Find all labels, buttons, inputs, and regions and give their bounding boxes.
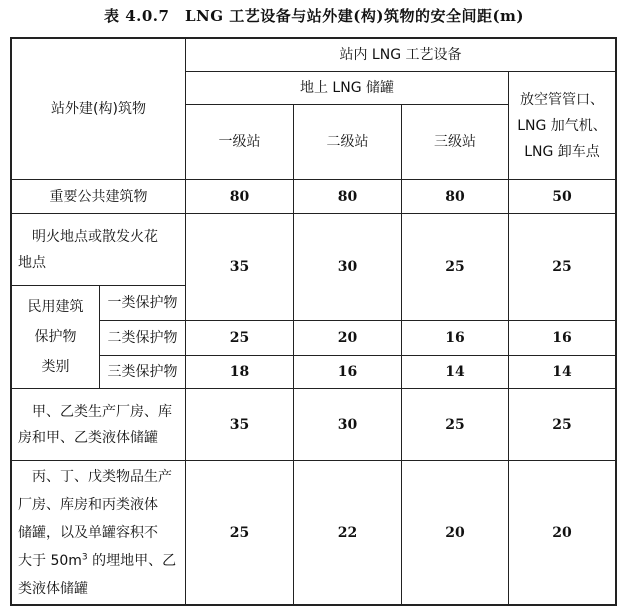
row5-value-1: 25	[229, 524, 250, 541]
row5-label-line-4b: 的埋地甲、乙	[87, 552, 177, 569]
col-header-level-3: 三级站	[434, 134, 476, 150]
row5-value-3: 20	[445, 524, 465, 541]
col-header-level-2: 二级站	[326, 134, 369, 150]
row1-value-3: 80	[445, 188, 465, 205]
row1-label: 重要公共建筑物	[49, 188, 148, 205]
table-caption: 表 4.0.7 LNG 工艺设备与站外建(构)筑物的安全间距(m)	[103, 7, 525, 25]
table-bottom-border	[10, 604, 617, 606]
row-class2-value-4: 16	[552, 330, 572, 346]
class1-protected-label: 一类保护物	[107, 295, 178, 311]
row2-value-1: 35	[229, 259, 250, 275]
row5-label-line-4	[18, 547, 176, 575]
row2-label-line-2: 地点	[18, 254, 46, 271]
row4-value-1: 35	[229, 416, 250, 433]
col-header-level-1: 一级站	[218, 134, 261, 150]
row4-value-4: 25	[552, 416, 572, 433]
row4-label	[12, 389, 185, 460]
row-class3-value-2: 16	[337, 364, 358, 380]
row1-value-4: 50	[552, 188, 572, 205]
group-label-line-2: 保护物	[34, 329, 77, 345]
row5-label-line-3: 储罐，以及单罐容积不	[18, 524, 158, 541]
class3-protected-label: 三类保护物	[107, 364, 178, 380]
row5-label-line-2: 厂房、库房和丙类液体	[18, 496, 158, 513]
row2-label	[12, 214, 185, 285]
group-header-cell: 站内 LNG 工艺设备	[339, 47, 462, 63]
row5-label-line-5: 类液体储罐	[18, 580, 88, 597]
col4-line-1: 放空管管口、	[519, 91, 604, 108]
row5-value-4: 20	[552, 524, 572, 541]
civil-building-group-label	[12, 286, 99, 388]
row-class3-value-4: 14	[552, 364, 572, 380]
row4-value-2: 30	[337, 416, 358, 433]
row-header-cell: 站外建(构)筑物	[51, 101, 146, 117]
class2-protected-label: 二类保护物	[107, 330, 178, 346]
row4-label-line-2: 房和甲、乙类液体储罐	[18, 429, 158, 446]
group-label-line-1: 民用建筑	[27, 299, 84, 315]
row1-value-1: 80	[229, 188, 250, 205]
row5-value-2: 22	[337, 524, 358, 541]
col4-line-3: LNG 卸车点	[524, 143, 600, 160]
row2-value-4: 25	[552, 259, 572, 275]
row5-label	[12, 461, 185, 604]
row5-label-superscript: 3	[81, 551, 88, 562]
row5-label-line-1: 丙、丁、戊类物品生产	[32, 468, 172, 485]
row-class2-value-3: 16	[445, 330, 465, 346]
row2-label-line-1: 明火地点或散发火花	[32, 228, 158, 245]
col-header-vent-dispenser	[509, 72, 615, 179]
row2-value-3: 25	[445, 259, 465, 275]
subgroup-header-cell: 地上 LNG 储罐	[299, 80, 395, 96]
row4-value-3: 25	[445, 416, 465, 433]
row5-label-line-4a: 大于 50m	[18, 552, 82, 569]
group-label-line-3: 类别	[41, 359, 70, 375]
row4-label-line-1: 甲、乙类生产厂房、库	[32, 403, 172, 420]
row2-value-2: 30	[337, 259, 358, 275]
row-class3-value-1: 18	[229, 364, 250, 380]
table-right-border	[615, 37, 617, 606]
row-class2-value-1: 25	[229, 330, 250, 346]
row-class3-value-3: 14	[445, 364, 465, 380]
row1-value-2: 80	[337, 188, 358, 205]
col4-line-2: LNG 加气机、	[517, 117, 607, 134]
row-class2-value-2: 20	[337, 330, 358, 346]
